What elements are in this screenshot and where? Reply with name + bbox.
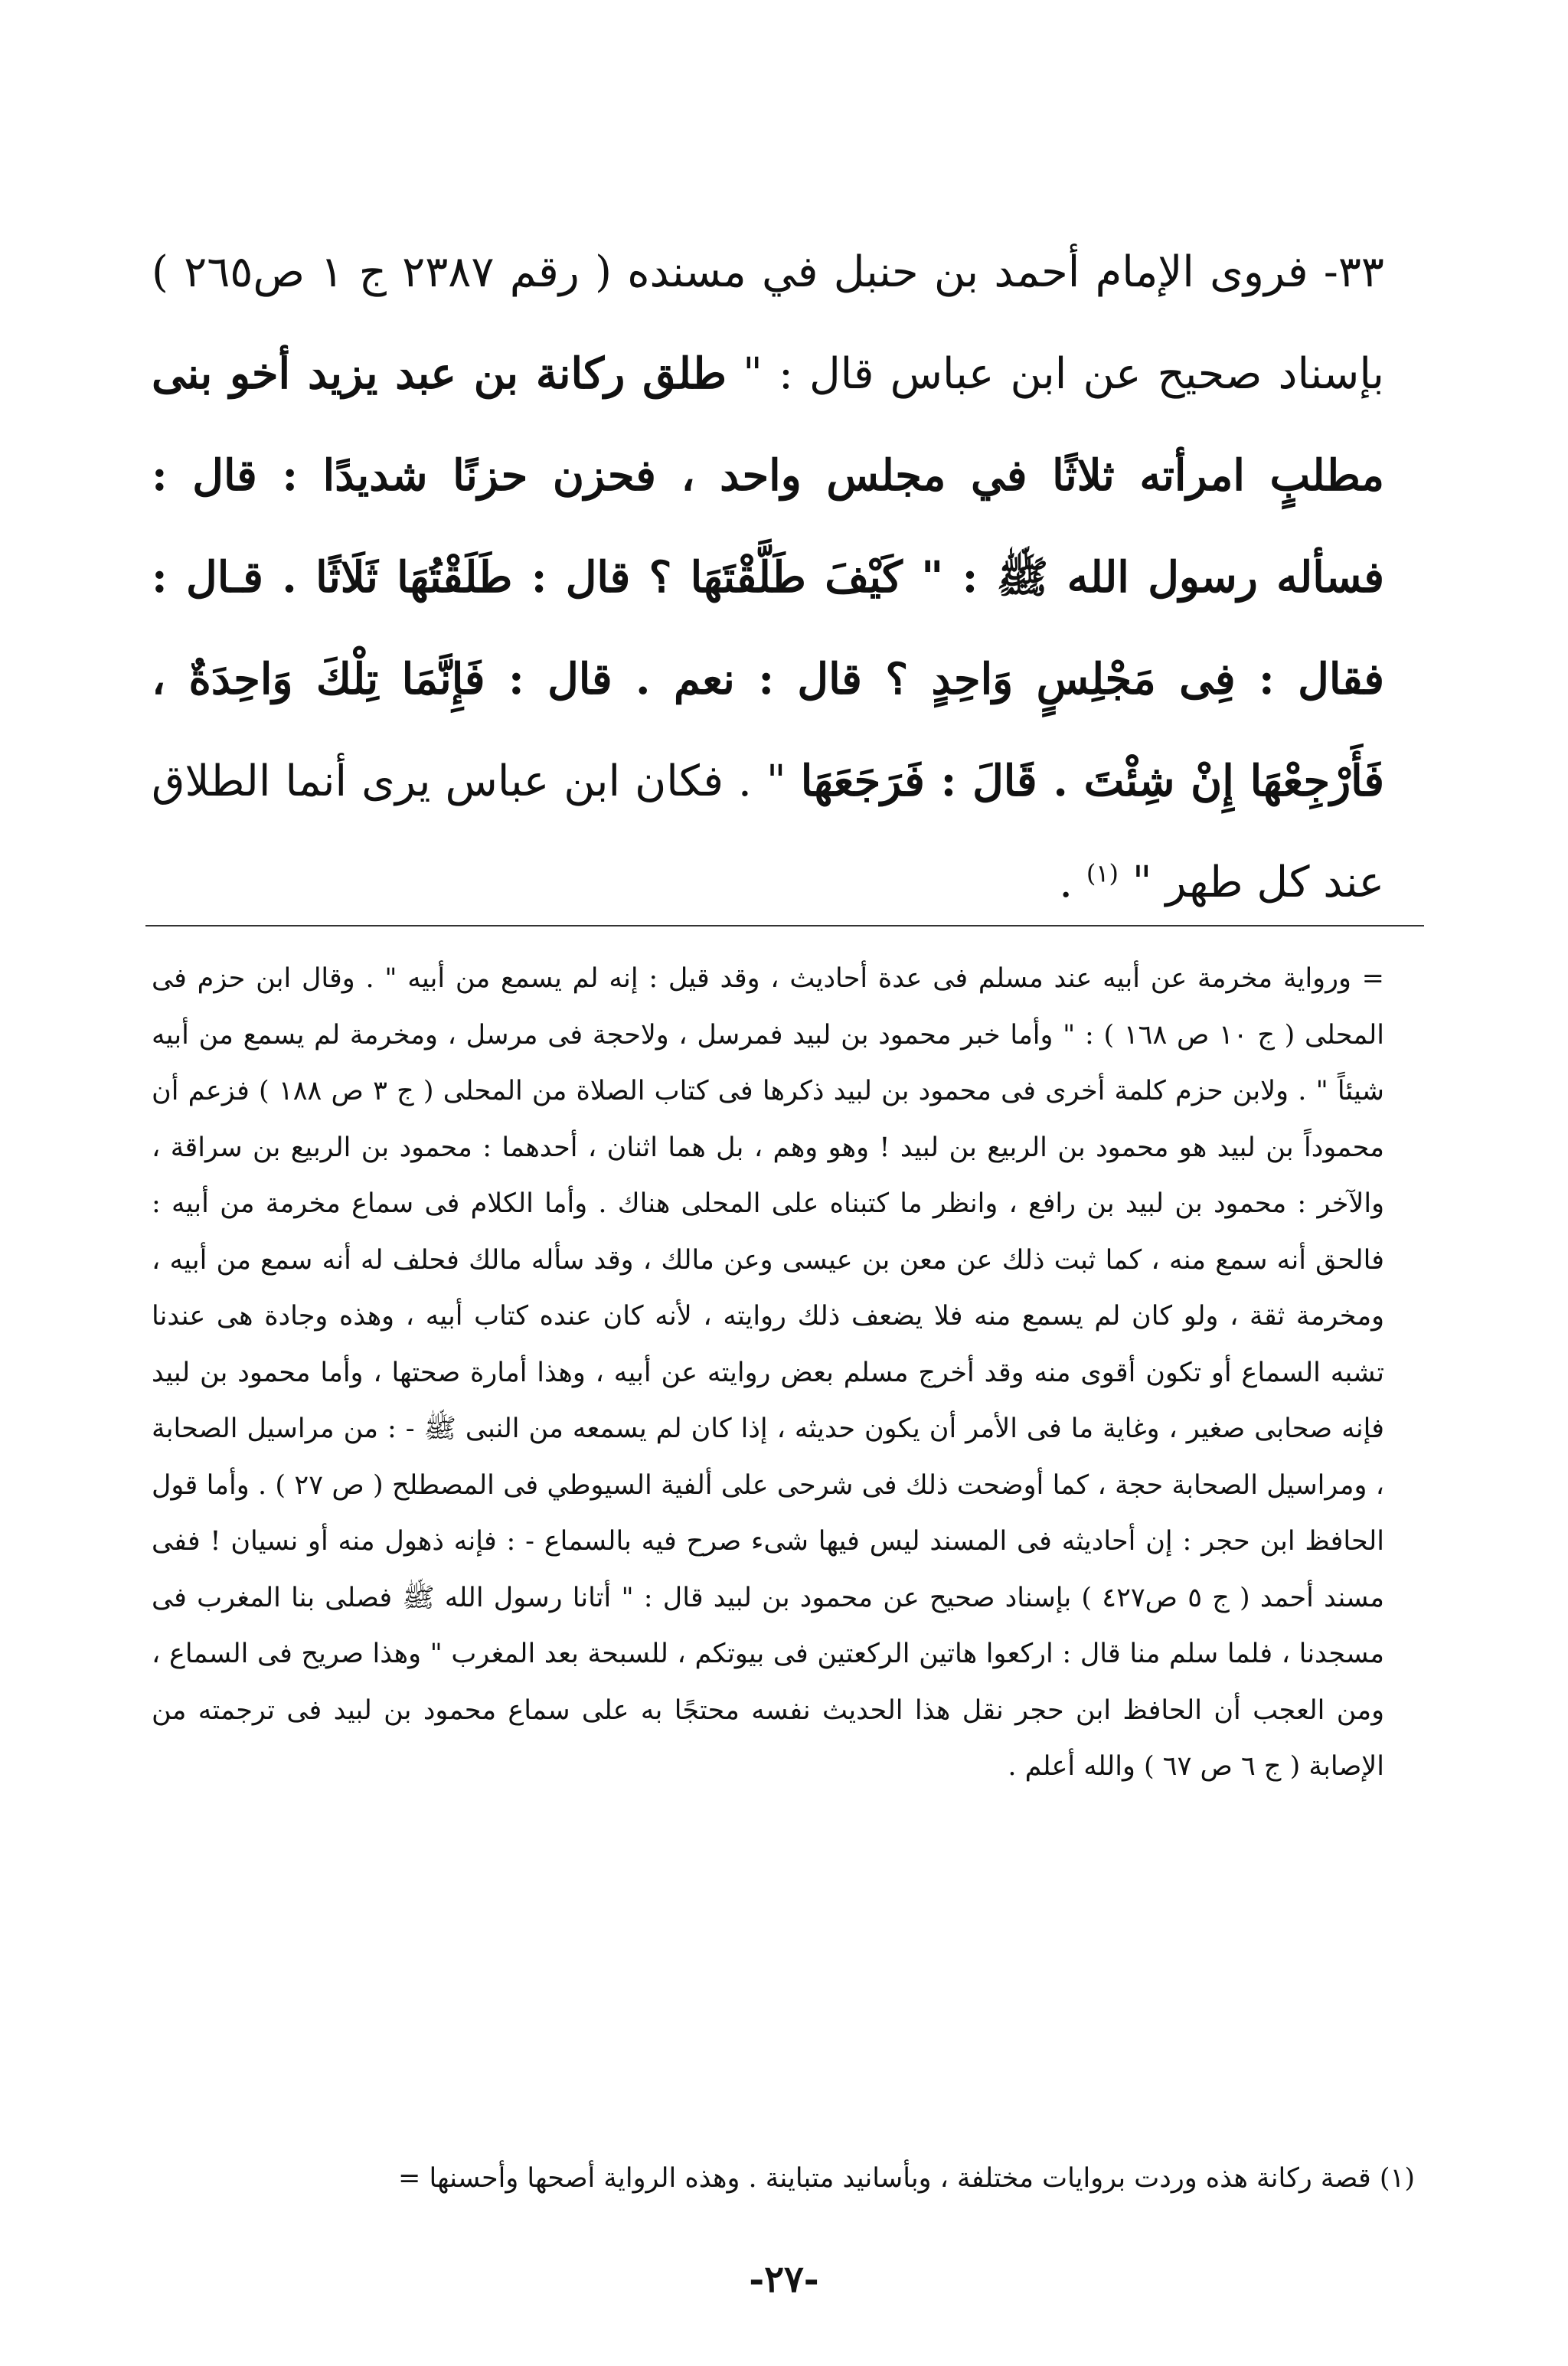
continued-footnote bbox=[152, 951, 1384, 1796]
continued-footnote-text: = ورواية مخرمة عن أبيه عند مسلم فى عدة أحاديث ، وقد قيل : إنه لم يسمع من أبيه " . وقال ابن حزم فى المحلى ( ج ١٠ ص ١٦٨ ) : " وأما خبر محمود بن لبيد فمرسل ، ولاحجة فى مرسل ، ومخرمة لم يسمع من أبيه شيئاً " . ولابن حزم كلمة أخرى فى محمود بن لبيد ذكرها فى كتاب الصلاة من المحلى ( ج ٣ ص ١٨٨ ) فزعم أن محموداً بن لبيد هو محمود بن الربيع بن لبيد ! وهو وهم ، بل هما اثنان ، أحدهما : محمود بن الربيع بن سراقة ، والآخر : محمود بن لبيد بن رافع ، وانظر ما كتبناه على المحلى هناك . وأما الكلام فى سماع مخرمة من أبيه : فالحق أنه سمع منه ، كما ثبت ذلك عن معن بن عيسى وعن مالك ، وقد سأله مالك فحلف له أنه سمع من أبيه ، ومخرمة ثقة ، ولو كان لم يسمع منه فلا يضعف ذلك روايته ، لأنه كان عنده كتاب أبيه ، وهذه وجادة هى عندنا تشبه السماع أو تكون أقوى منه وقد أخرج مسلم بعض روايته عن أبيه ، وهذا أمارة صحتها ، وأما محمود بن لبيد فإنه صحابى صغير ، وغاية ما فى الأمر أن يكون حديثه ، إذا كان لم يسمعه من النبى ﷺ - : من مراسيل الصحابة ، ومراسيل الصحابة حجة ، كما أوضحت ذلك فى شرحى على ألفية السيوطي فى المصطلح ( ص ٢٧ ) . وأما قول الحافظ ابن حجر : إن أحاديثه فى المسند ليس فيها شىء صرح فيه بالسماع - : فإنه ذهول منه أو نسيان ! ففى مسند أحمد ( ج ٥ ص٤٢٧ ) بإسناد صحيح عن محمود بن لبيد قال : " أتانا رسول الله ﷺ فصلى بنا المغرب فى مسجدنا ، فلما سلم منا قال : اركعوا هاتين الركعتين فى بيوتكم ، للسبحة بعد المغرب " وهذا صريح فى السماع ، ومن العجب أن الحافظ ابن حجر نقل هذا الحديث نفسه محتجًا به على سماع محمود بن لبيد فى ترجمته من الإصابة ( ج ٦ ص ٦٧ ) والله أعلم . bbox=[152, 963, 1384, 1782]
main-text-tail: " . فكان ابن عباس يرى أنما الطلاق عند كل طهر " bbox=[152, 757, 1384, 907]
page-number: -٢٧- bbox=[749, 2258, 819, 2301]
main-text-lead: ٣٣- فروى الإمام أحمد بن حنبل في مسنده ( رقم ٢٣٨٧ ج ١ ص٢٦٥ ) بإسناد صحيح عن ابن عباس قال : " bbox=[152, 247, 1384, 399]
main-paragraph-text bbox=[152, 222, 1384, 933]
hadith-quote: طلق ركانة بن عبد يزيد أخو بنى مطلبٍ امرأته ثلاثًا في مجلس واحد ، فحزن حزنًا شديدًا : قال : فسأله رسول الله ﷺ : " كَيْفَ طَلَّقْتَهَا ؟ قال : طَلَقْتُهَا ثَلَاثًا . قـال : فقال : فِى مَجْلِسٍ وَاحِدٍ ؟ قال : نعم . قال : فَإِنَّمَا تِلْكَ وَاحِدَةٌ ، فَأَرْجِعْهَا إِنْ شِئْتَ . قَالَ : فَرَجَعَهَا bbox=[152, 348, 1385, 806]
main-paragraph bbox=[152, 222, 1384, 933]
footnote-ref-1: (١) bbox=[1086, 858, 1119, 888]
footnote-separator-line bbox=[145, 925, 1424, 926]
main-text-end: . bbox=[1059, 858, 1073, 907]
footnote-1 bbox=[152, 2152, 1415, 2205]
footnote-1-text: (١) قصة ركانة هذه وردت بروايات مختلفة ، وبأسانيد متباينة . وهذه الرواية أصحها وأحسنها = bbox=[398, 2163, 1415, 2194]
